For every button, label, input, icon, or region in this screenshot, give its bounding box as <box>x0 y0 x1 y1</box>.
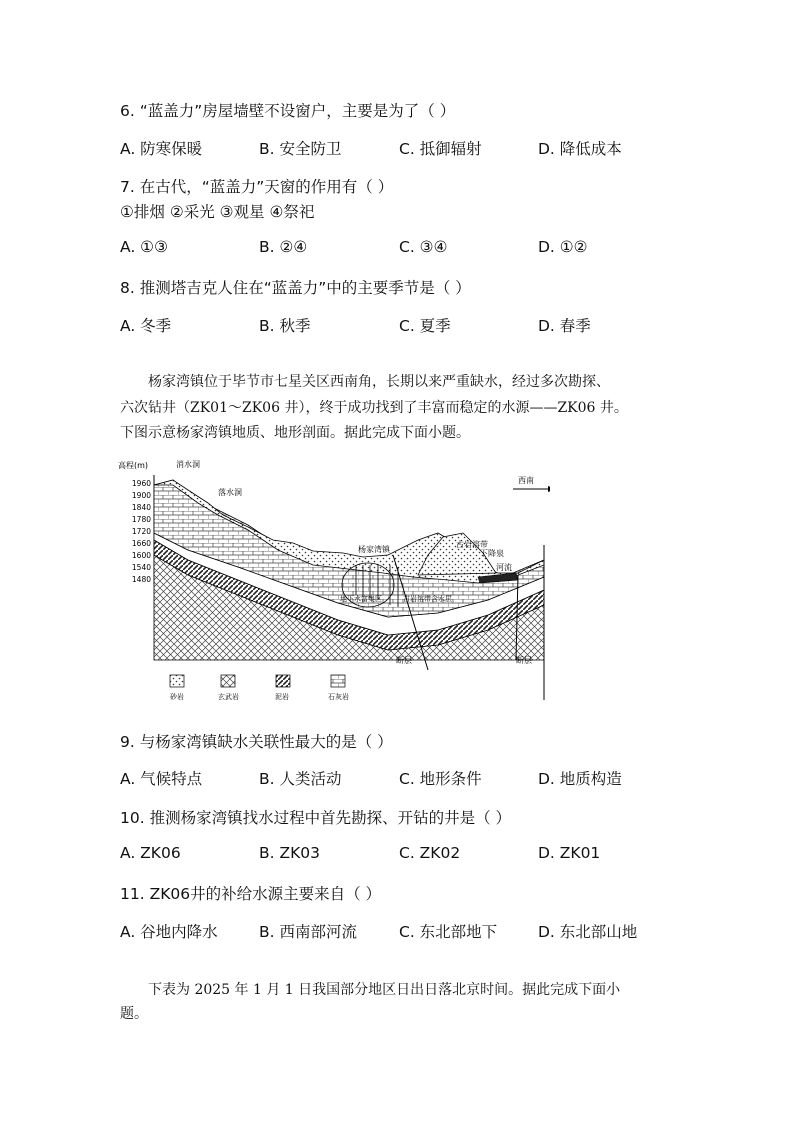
tick-label: 1480 <box>131 575 151 584</box>
question-11-stem: 11. ZK06井的补给水源主要来自（ ） <box>120 885 382 903</box>
option-c[interactable]: C. 夏季 <box>399 317 451 335</box>
option-a[interactable]: A. ①③ <box>120 238 168 256</box>
label-town: 杨家湾镇 <box>358 545 390 554</box>
question-9-stem: 9. 与杨家湾镇缺水关联性最大的是（ ） <box>120 733 393 751</box>
label-sinkhole-2: 落水洞 <box>218 488 242 497</box>
tick-label: 1720 <box>131 527 151 536</box>
option-b[interactable]: B. 西南部河流 <box>259 923 357 941</box>
option-d[interactable]: D. 地质构造 <box>538 770 622 788</box>
question-7-stem: 7. 在古代，“蓝盖力”天窗的作用有（ ） <box>120 178 394 196</box>
legend-sandstone: 砂岩 <box>170 693 184 701</box>
label-sinkhole-1: 消水洞 <box>176 460 200 469</box>
label-direction: 西南 <box>518 476 534 485</box>
passage-2-line-2: 题。 <box>120 1006 148 1022</box>
axis-ticks <box>132 479 151 584</box>
label-fault-1: 断层 <box>396 656 412 665</box>
legend-mudstone: 泥岩 <box>275 693 289 701</box>
passage-1-line-3: 下图示意杨家湾镇地质、地形剖面。据此完成下面小题。 <box>120 425 470 441</box>
question-8-stem: 8. 推测塔吉克人住在“蓝盖力”中的主要季节是（ ） <box>120 279 471 297</box>
tick-label: 1540 <box>131 563 151 572</box>
option-c[interactable]: C. 地形条件 <box>399 770 482 788</box>
option-b[interactable]: B. 人类活动 <box>259 770 342 788</box>
option-c[interactable]: C. 东北部地下 <box>399 923 498 941</box>
question-10-stem: 10. 推测杨家湾镇找水过程中首先勘探、开钻的井是（ ） <box>120 809 512 827</box>
label-aquifer: 古岩溶带含水层 <box>403 595 452 603</box>
option-a[interactable]: A. ZK06 <box>120 844 181 862</box>
geological-cross-section <box>118 455 550 705</box>
label-karst: 古岩溶带 <box>456 540 488 549</box>
option-c[interactable]: C. ZK02 <box>399 844 461 862</box>
option-b[interactable]: B. 秋季 <box>259 317 311 335</box>
question-6-stem: 6. “蓝盖力”房屋墙壁不设窗户，主要是为了（ ） <box>120 102 456 120</box>
passage-1-line-1: 杨家湾镇位于毕节市七星关区西南角，长期以来严重缺水，经过多次勘探、 <box>148 374 610 390</box>
option-a[interactable]: A. 冬季 <box>120 317 172 335</box>
label-river: 河流 <box>496 563 512 572</box>
legend-basalt: 玄武岩 <box>218 693 239 701</box>
question-7-choices: ①排烟 ②采光 ③观星 ④祭祀 <box>120 203 315 221</box>
label-spring: 下降泉 <box>480 549 504 558</box>
legend-limestone: 石灰岩 <box>328 693 349 701</box>
tick-label: 1780 <box>131 515 151 524</box>
tick-label: 1600 <box>131 551 151 560</box>
option-b[interactable]: B. 安全防卫 <box>259 140 342 158</box>
option-b[interactable]: B. ②④ <box>259 238 308 256</box>
option-a[interactable]: A. 气候特点 <box>120 770 203 788</box>
axis-title: 高程(m) <box>118 461 149 470</box>
passage-2-line-1: 下表为 2025 年 1 月 1 日我国部分地区日出日落北京时间。据此完成下面小 <box>148 982 621 998</box>
option-d[interactable]: D. ZK01 <box>538 844 601 862</box>
option-d[interactable]: D. 东北部山地 <box>538 923 638 941</box>
option-d[interactable]: D. ①② <box>538 238 588 256</box>
option-a[interactable]: A. 防寒保暖 <box>120 140 203 158</box>
tick-label: 1960 <box>131 479 151 488</box>
option-a[interactable]: A. 谷地内降水 <box>120 923 218 941</box>
passage-1-line-2: 六次钻井（ZK01～ZK06 井），终于成功找到了丰富而稳定的水源——ZK06 井。 <box>120 400 628 416</box>
label-fault-2: 断层 <box>516 656 532 665</box>
tick-label: 1840 <box>131 503 151 512</box>
tick-label: 1660 <box>131 539 151 548</box>
option-c[interactable]: C. ③④ <box>399 238 448 256</box>
option-d[interactable]: D. 降低成本 <box>538 140 622 158</box>
legend <box>170 675 349 701</box>
option-c[interactable]: C. 抵御辐射 <box>399 140 482 158</box>
option-b[interactable]: B. ZK03 <box>259 844 320 862</box>
tick-label: 1900 <box>131 491 151 500</box>
label-aquifer-rich: 地下水富集区 <box>340 595 382 603</box>
option-d[interactable]: D. 春季 <box>538 317 591 335</box>
